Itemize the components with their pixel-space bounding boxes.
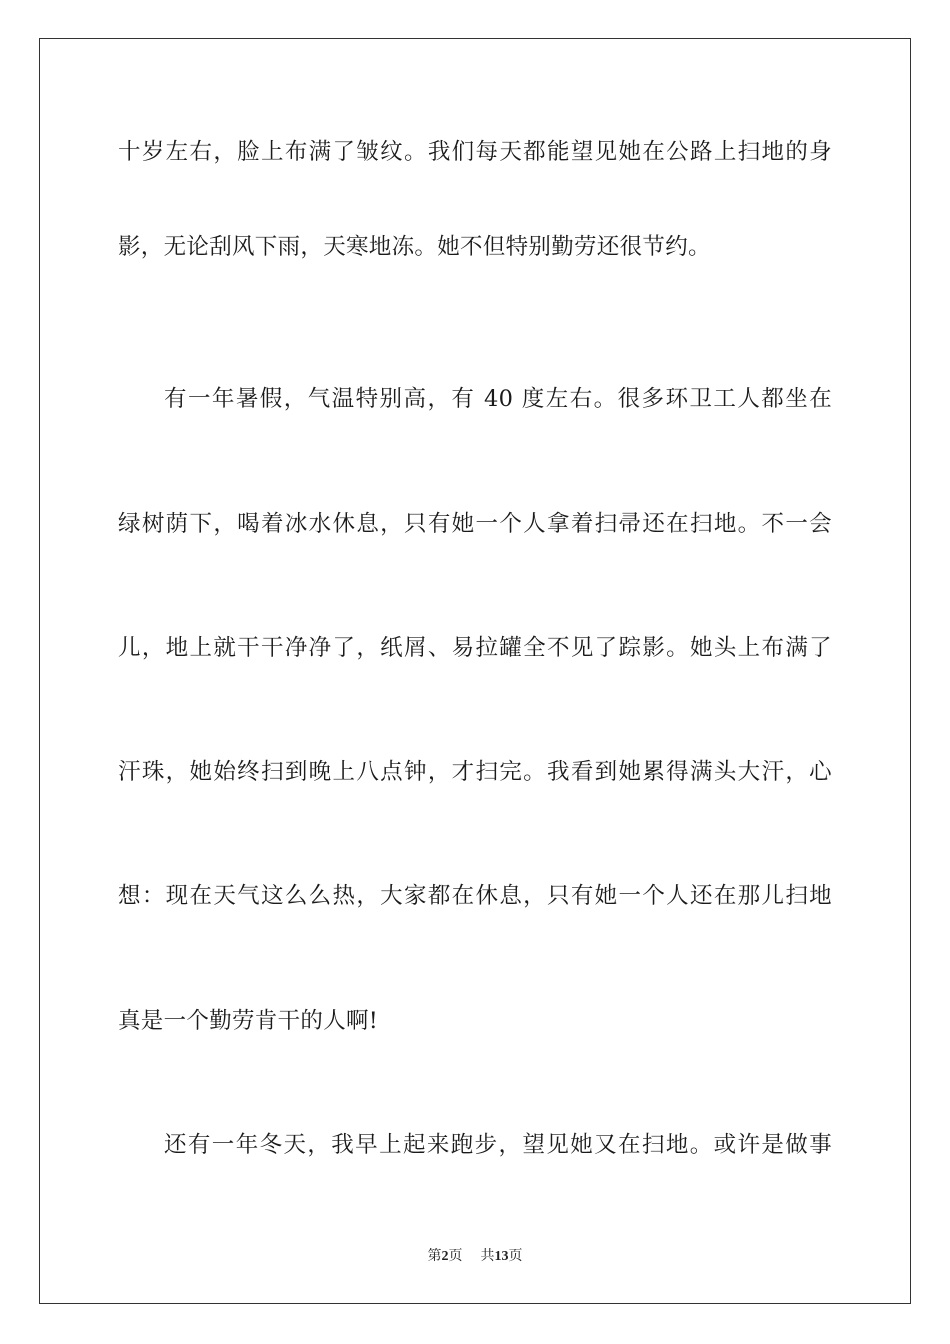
footer-total-suffix: 页 bbox=[508, 1248, 523, 1264]
page-border bbox=[39, 38, 911, 1304]
text-line-6: 汗珠，她始终扫到晚上八点钟，才扫完。我看到她累得满头大汗，心 bbox=[118, 759, 832, 785]
text-line-7: 想：现在天气这么么热，大家都在休息，只有她一个人还在那儿扫地 bbox=[118, 883, 832, 909]
footer-total-pages: 13 bbox=[494, 1249, 509, 1264]
footer-total-prefix: 共 bbox=[480, 1248, 495, 1264]
text-line-8: 真是一个勤劳肯干的人啊! bbox=[118, 1008, 379, 1034]
text-line-3: 有一年暑假，气温特别高，有 40 度左右。很多环卫工人都坐在 bbox=[164, 386, 832, 412]
text-line-1: 十岁左右，脸上布满了皱纹。我们每天都能望见她在公路上扫地的身 bbox=[118, 139, 832, 165]
footer-page-prefix: 第 bbox=[427, 1248, 442, 1264]
text-line-4: 绿树荫下，喝着冰水休息，只有她一个人拿着扫帚还在扫地。不一会 bbox=[118, 511, 832, 537]
text-line-2: 影，无论刮风下雨，天寒地冻。她不但特别勤劳还很节约。 bbox=[118, 234, 711, 260]
text-line-9: 还有一年冬天，我早上起来跑步，望见她又在扫地。或许是做事 bbox=[164, 1132, 832, 1158]
footer-page-number: 2 bbox=[441, 1249, 449, 1264]
page-footer bbox=[0, 1246, 950, 1267]
footer-page-suffix: 页 bbox=[448, 1248, 463, 1264]
text-line-5: 儿，地上就干干净净了，纸屑、易拉罐全不见了踪影。她头上布满了 bbox=[118, 635, 832, 661]
